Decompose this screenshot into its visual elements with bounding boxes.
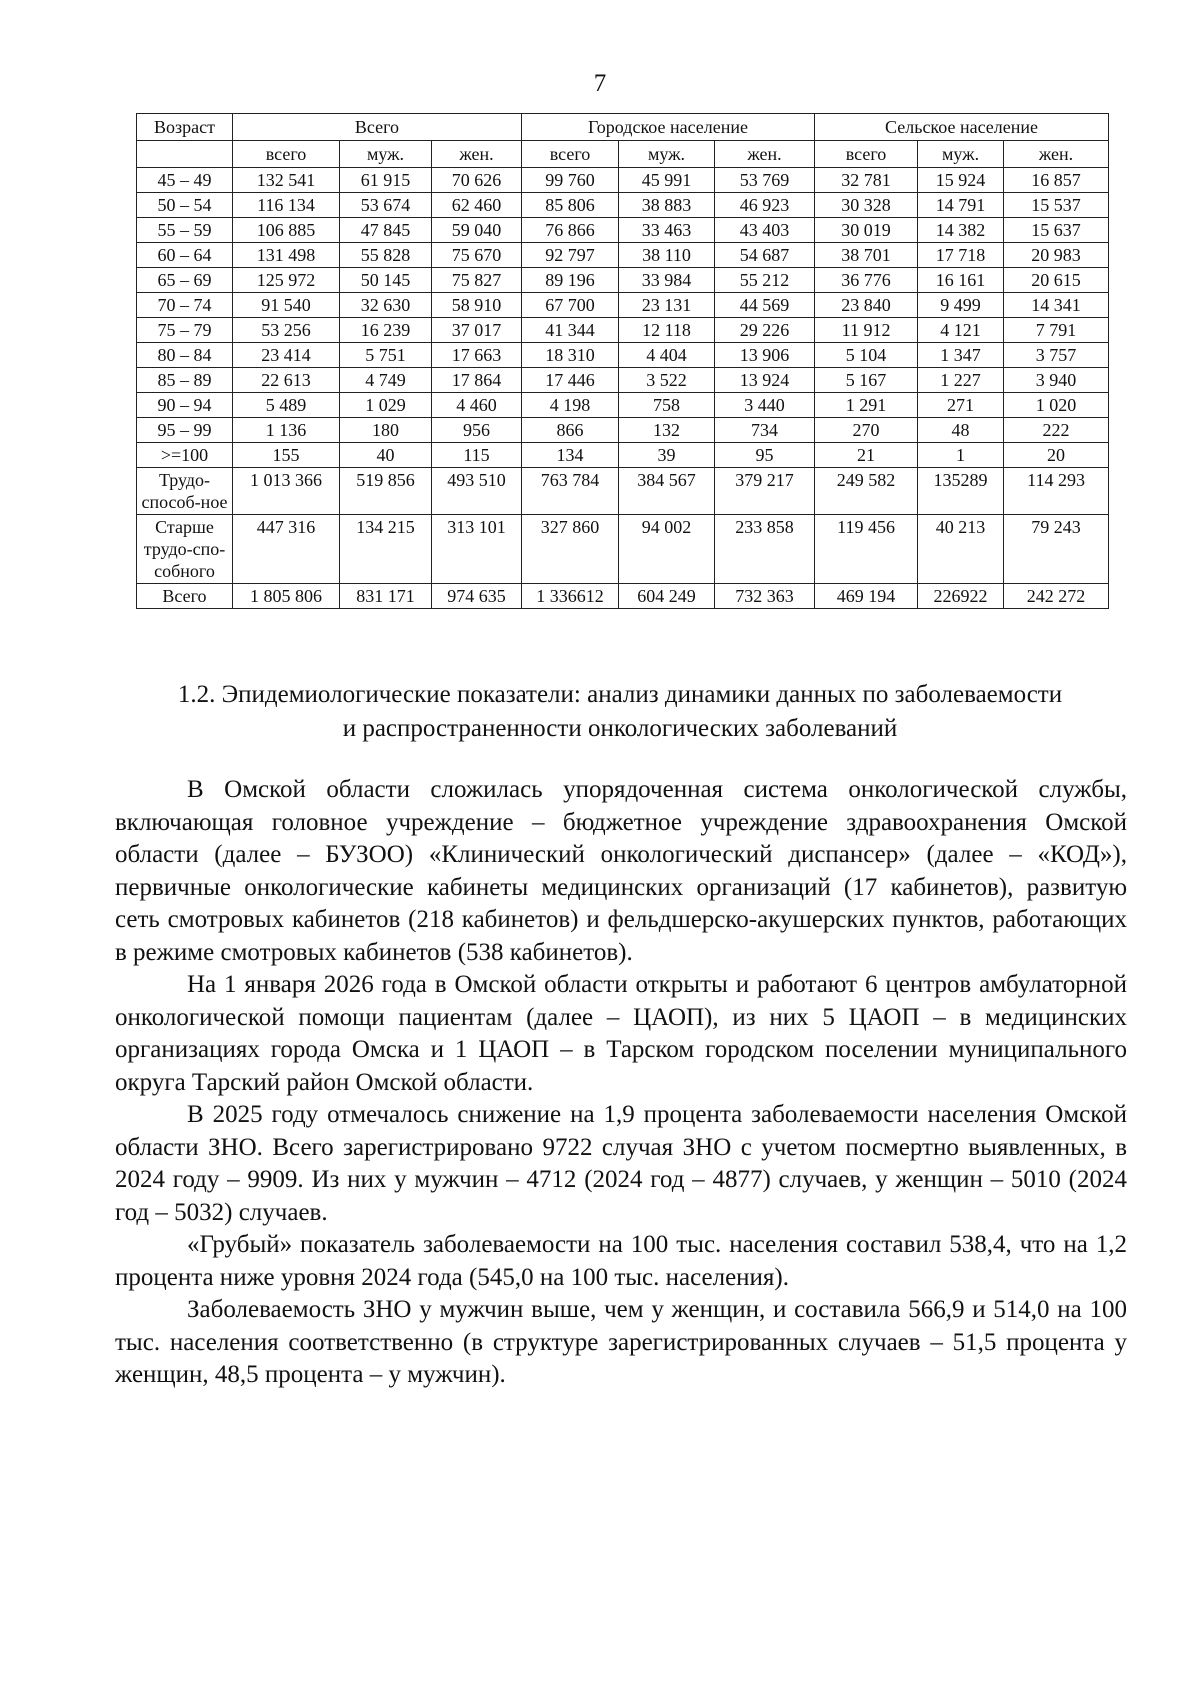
table-cell: 1 (918, 443, 1004, 468)
table-row (137, 168, 1109, 193)
table-header-row-sub (137, 141, 1109, 168)
table-cell: 62 460 (432, 193, 522, 218)
table-cell: 758 (619, 393, 715, 418)
table-row (137, 193, 1109, 218)
row-label-cell: 55 – 59 (137, 218, 233, 243)
table-header (137, 114, 1109, 168)
table-cell: 132 541 (233, 168, 340, 193)
table-cell: 1 291 (815, 393, 918, 418)
table-cell: 15 637 (1004, 218, 1109, 243)
table-cell: 9 499 (918, 293, 1004, 318)
row-label-cell: >=100 (137, 443, 233, 468)
table-cell: 271 (918, 393, 1004, 418)
table-cell: 222 (1004, 418, 1109, 443)
table-cell: 95 (715, 443, 815, 468)
table-cell: 155 (233, 443, 340, 468)
table-cell: 39 (619, 443, 715, 468)
table-row (137, 218, 1109, 243)
subheader-cell: муж. (918, 141, 1004, 168)
table-cell: 3 440 (715, 393, 815, 418)
table-cell: 32 630 (340, 293, 432, 318)
table-cell: 37 017 (432, 318, 522, 343)
subheader-cell: жен. (432, 141, 522, 168)
table-cell: 53 769 (715, 168, 815, 193)
table-cell: 94 002 (619, 515, 715, 584)
table-cell: 226922 (918, 584, 1004, 609)
table-cell: 604 249 (619, 584, 715, 609)
table-cell: 33 984 (619, 268, 715, 293)
paragraph: На 1 января 2026 года в Омской области открыты и работают 6 центров амбулаторной онкологической помощи пациентам (далее – ЦАОП), из них 5 ЦАОП – в медицинских организациях города Омска и 1 ЦАОП – в Тарском городском поселении муниципального округа Тарский район Омской области. (115, 971, 1127, 1096)
row-label-cell: 50 – 54 (137, 193, 233, 218)
table-cell: 233 858 (715, 515, 815, 584)
table-cell: 45 991 (619, 168, 715, 193)
table-cell: 20 983 (1004, 243, 1109, 268)
table-cell: 15 924 (918, 168, 1004, 193)
table-row (137, 418, 1109, 443)
table-cell: 40 213 (918, 515, 1004, 584)
row-label-cell: 70 – 74 (137, 293, 233, 318)
table-cell: 61 915 (340, 168, 432, 193)
table-cell: 249 582 (815, 468, 918, 515)
table-cell: 1 020 (1004, 393, 1109, 418)
row-label-cell: Трудо-способ-ное (137, 468, 233, 515)
table-cell: 92 797 (522, 243, 619, 268)
table-cell: 116 134 (233, 193, 340, 218)
age-header: Возраст (137, 114, 233, 141)
table-row (137, 443, 1109, 468)
table-cell: 53 256 (233, 318, 340, 343)
table-cell: 447 316 (233, 515, 340, 584)
row-label-cell: 85 – 89 (137, 368, 233, 393)
table-cell: 763 784 (522, 468, 619, 515)
table-cell: 11 912 (815, 318, 918, 343)
table-cell: 115 (432, 443, 522, 468)
table-cell: 131 498 (233, 243, 340, 268)
table-row (137, 468, 1109, 515)
table-cell: 17 864 (432, 368, 522, 393)
table-cell: 974 635 (432, 584, 522, 609)
table-cell: 99 760 (522, 168, 619, 193)
table-cell: 17 663 (432, 343, 522, 368)
subheader-cell: муж. (340, 141, 432, 168)
table-row (137, 268, 1109, 293)
table-cell: 18 310 (522, 343, 619, 368)
subheader-cell: всего (522, 141, 619, 168)
row-label-cell: Старше трудо-спо-собного (137, 515, 233, 584)
table-cell: 70 626 (432, 168, 522, 193)
table-cell: 67 700 (522, 293, 619, 318)
subheader-cell: жен. (1004, 141, 1109, 168)
table-cell: 384 567 (619, 468, 715, 515)
table-cell: 29 226 (715, 318, 815, 343)
table-cell: 58 910 (432, 293, 522, 318)
table-cell: 41 344 (522, 318, 619, 343)
table-cell: 15 537 (1004, 193, 1109, 218)
table-cell: 4 404 (619, 343, 715, 368)
paragraph: В Омской области сложилась упорядоченная система онкологической службы, включающая головное учреждение – бюджетное учреждение здравоохранения Омской области (далее – БУЗОО) «Клинический онкологический диспансер» (далее – «КОД»), первичные онкологические кабинеты медицинских организаций (17 кабинетов), развитую сеть смотровых кабинетов (218 кабинетов) и фельдшерско-акушерских пунктов, работающих в режиме смотровых кабинетов (538 кабинетов). (115, 776, 1127, 966)
table-cell: 866 (522, 418, 619, 443)
section-heading-line: 1.2. Эпидемиологические показатели: анализ динамики данных по заболеваемости (177, 681, 1063, 708)
table-cell: 23 414 (233, 343, 340, 368)
group-header-rural: Сельское население (815, 114, 1109, 141)
age-header-empty (137, 141, 233, 168)
subheader-cell: всего (815, 141, 918, 168)
body-text (115, 774, 1127, 1392)
subheader-cell: жен. (715, 141, 815, 168)
table-cell: 956 (432, 418, 522, 443)
group-header-total: Всего (233, 114, 522, 141)
row-label-cell: 80 – 84 (137, 343, 233, 368)
table-cell: 23 840 (815, 293, 918, 318)
table-row (137, 515, 1109, 584)
table-cell: 469 194 (815, 584, 918, 609)
row-label-cell: 75 – 79 (137, 318, 233, 343)
table-cell: 50 145 (340, 268, 432, 293)
table-cell: 1 805 806 (233, 584, 340, 609)
table-cell: 1 013 366 (233, 468, 340, 515)
table-cell: 76 866 (522, 218, 619, 243)
row-label-cell: 95 – 99 (137, 418, 233, 443)
table-cell: 30 019 (815, 218, 918, 243)
table-cell: 17 446 (522, 368, 619, 393)
table-cell: 23 131 (619, 293, 715, 318)
table-cell: 30 328 (815, 193, 918, 218)
table-cell: 119 456 (815, 515, 918, 584)
table-cell: 242 272 (1004, 584, 1109, 609)
table-cell: 33 463 (619, 218, 715, 243)
table-cell: 313 101 (432, 515, 522, 584)
table-cell: 180 (340, 418, 432, 443)
table-cell: 134 215 (340, 515, 432, 584)
table-cell: 14 791 (918, 193, 1004, 218)
subheader-cell: всего (233, 141, 340, 168)
table-cell: 379 217 (715, 468, 815, 515)
table-cell: 132 (619, 418, 715, 443)
table-cell: 4 749 (340, 368, 432, 393)
table-cell: 59 040 (432, 218, 522, 243)
table-cell: 493 510 (432, 468, 522, 515)
population-table (136, 113, 1109, 609)
table-cell: 135289 (918, 468, 1004, 515)
table-row (137, 318, 1109, 343)
table-cell: 22 613 (233, 368, 340, 393)
table-cell: 75 670 (432, 243, 522, 268)
table-cell: 5 751 (340, 343, 432, 368)
table-cell: 38 883 (619, 193, 715, 218)
paragraph: Заболеваемость ЗНО у мужчин выше, чем у женщин, и составила 566,9 и 514,0 на 100 тыс. населения соответственно (в структуре зарегистрированных случаев – 51,5 процента у женщин, 48,5 процента – у мужчин). (115, 1296, 1127, 1388)
table-cell: 134 (522, 443, 619, 468)
table-cell: 3 940 (1004, 368, 1109, 393)
table-cell: 89 196 (522, 268, 619, 293)
table-row (137, 243, 1109, 268)
table-cell: 55 828 (340, 243, 432, 268)
table-cell: 5 167 (815, 368, 918, 393)
table-cell: 106 885 (233, 218, 340, 243)
table-cell: 7 791 (1004, 318, 1109, 343)
table-cell: 16 857 (1004, 168, 1109, 193)
subheader-cell: муж. (619, 141, 715, 168)
table-cell: 21 (815, 443, 918, 468)
table-cell: 20 615 (1004, 268, 1109, 293)
table-cell: 43 403 (715, 218, 815, 243)
table-cell: 16 161 (918, 268, 1004, 293)
table-header-row-groups (137, 114, 1109, 141)
table-cell: 14 382 (918, 218, 1004, 243)
table-cell: 519 856 (340, 468, 432, 515)
table-cell: 1 136 (233, 418, 340, 443)
table-cell: 48 (918, 418, 1004, 443)
page-number: 7 (593, 70, 607, 97)
table-cell: 3 522 (619, 368, 715, 393)
row-label-cell: 45 – 49 (137, 168, 233, 193)
table-row (137, 293, 1109, 318)
table-cell: 270 (815, 418, 918, 443)
table-cell: 38 701 (815, 243, 918, 268)
table-cell: 17 718 (918, 243, 1004, 268)
table-row (137, 343, 1109, 368)
table-cell: 75 827 (432, 268, 522, 293)
table-cell: 38 110 (619, 243, 715, 268)
table-cell: 13 906 (715, 343, 815, 368)
table-row (137, 584, 1109, 609)
table-cell: 1 347 (918, 343, 1004, 368)
section-heading-line: и распространенности онкологических заболеваний (342, 715, 898, 742)
table-cell: 734 (715, 418, 815, 443)
table-cell: 732 363 (715, 584, 815, 609)
table-cell: 12 118 (619, 318, 715, 343)
table-cell: 44 569 (715, 293, 815, 318)
row-label-cell: 65 – 69 (137, 268, 233, 293)
table-cell: 3 757 (1004, 343, 1109, 368)
paragraph: «Грубый» показатель заболеваемости на 100 тыс. населения составил 538,4, что на 1,2 процента ниже уровня 2024 года (545,0 на 100 тыс. населения). (115, 1231, 1127, 1291)
table-cell: 36 776 (815, 268, 918, 293)
table-cell: 114 293 (1004, 468, 1109, 515)
table-cell: 91 540 (233, 293, 340, 318)
table-cell: 20 (1004, 443, 1109, 468)
table-cell: 79 243 (1004, 515, 1109, 584)
table-cell: 32 781 (815, 168, 918, 193)
table-cell: 13 924 (715, 368, 815, 393)
table-cell: 5 104 (815, 343, 918, 368)
group-header-urban: Городское население (522, 114, 815, 141)
table-cell: 831 171 (340, 584, 432, 609)
table-row (137, 368, 1109, 393)
table-cell: 327 860 (522, 515, 619, 584)
row-label-cell: 60 – 64 (137, 243, 233, 268)
table-cell: 55 212 (715, 268, 815, 293)
table-cell: 4 121 (918, 318, 1004, 343)
table-cell: 1 336612 (522, 584, 619, 609)
table-cell: 47 845 (340, 218, 432, 243)
table-cell: 46 923 (715, 193, 815, 218)
table-cell: 4 460 (432, 393, 522, 418)
paragraph: В 2025 году отмечалось снижение на 1,9 процента заболеваемости населения Омской области ЗНО. Всего зарегистрировано 9722 случая ЗНО с учетом посмертно выявленных, в 2024 году – 9909. Из них у мужчин – 4712 (2024 год – 4877) случаев, у женщин – 5010 (2024 год – 5032) случаев. (115, 1101, 1127, 1226)
table-cell: 53 674 (340, 193, 432, 218)
table-cell: 125 972 (233, 268, 340, 293)
section-heading (115, 678, 1125, 746)
table-body (137, 168, 1109, 609)
table-cell: 40 (340, 443, 432, 468)
table-cell: 1 227 (918, 368, 1004, 393)
table-cell: 4 198 (522, 393, 619, 418)
row-label-cell: Всего (137, 584, 233, 609)
row-label-cell: 90 – 94 (137, 393, 233, 418)
table-cell: 85 806 (522, 193, 619, 218)
table-cell: 1 029 (340, 393, 432, 418)
table-row (137, 393, 1109, 418)
table-cell: 5 489 (233, 393, 340, 418)
table-cell: 54 687 (715, 243, 815, 268)
table-cell: 16 239 (340, 318, 432, 343)
table-cell: 14 341 (1004, 293, 1109, 318)
